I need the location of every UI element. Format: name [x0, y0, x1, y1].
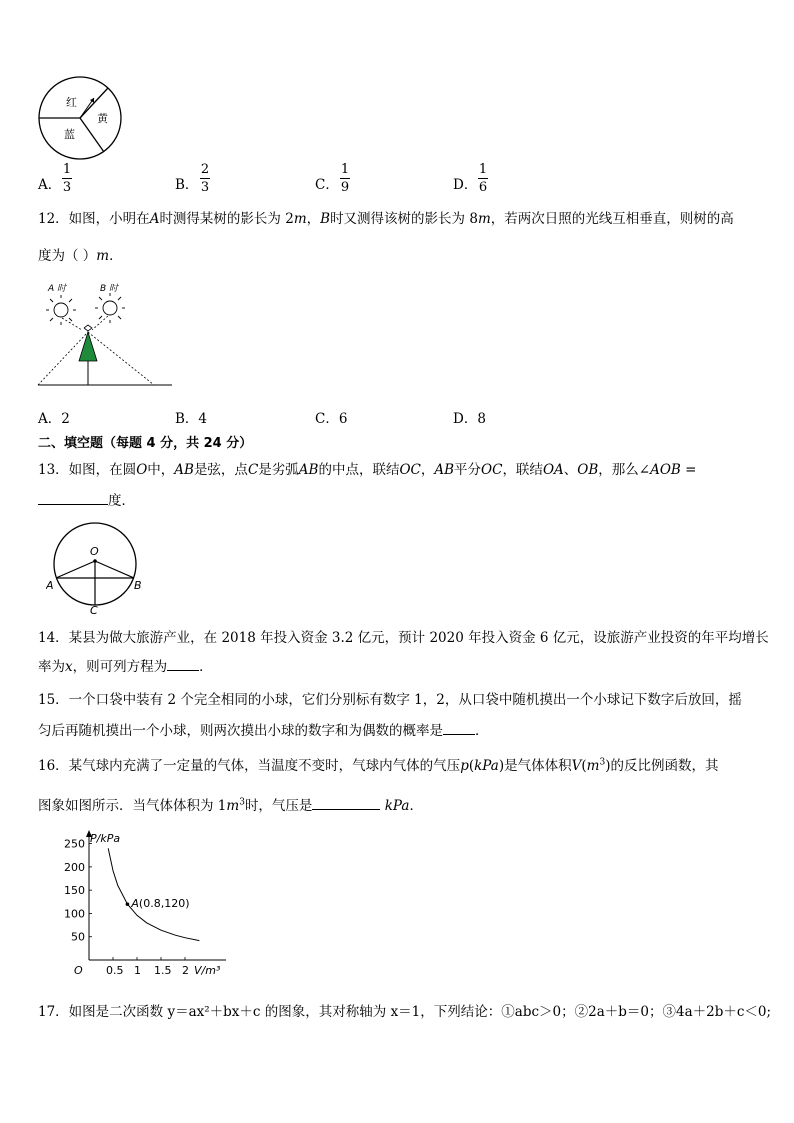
point-a-label: A(0.8,120) — [131, 897, 190, 911]
sun-b-icon — [95, 293, 125, 323]
section-title: 二、填空题（每题 4 分，共 24 分） — [38, 436, 253, 451]
q12-option-d: D．8 — [453, 411, 486, 427]
spinner-red-label: 红 — [66, 96, 77, 109]
q12-label-a-time: A 时 — [48, 284, 67, 294]
q11-option-b-fraction: 2 3 — [200, 162, 210, 195]
q13-label-b: B — [134, 579, 142, 592]
x-tick-label: 0.5 — [106, 964, 124, 977]
q12-option-b: B．4 — [175, 411, 208, 427]
q11-option-d-fraction: 1 6 — [478, 162, 488, 195]
q13-line1: 13．如图，在圆O中，AB是弦，点C是劣弧AB的中点，联结OC，AB平分OC，联结OA、OB，那么∠AOB = — [38, 462, 697, 478]
q11-option-c-fraction: 1 9 — [340, 162, 350, 195]
tree-icon — [79, 332, 97, 361]
spinner-blue-label: 蓝 — [64, 128, 75, 141]
q15-line1: 15．一个口袋中装有 2 个完全相同的小球，它们分别标有数字 1，2，从口袋中随机摸出一个小球记下数字后放回，摇 — [38, 692, 742, 708]
q16-line1: 16．某气球内充满了一定量的气体，当温度不变时，气球内气体的气压p(kPa)是气体体积$V(m^3)$的反比例函数，其 — [38, 757, 719, 774]
y-tick-label: 200 — [64, 860, 85, 874]
y-tick-label: 100 — [64, 907, 85, 921]
spinner-yellow-label: 黄 — [97, 112, 108, 125]
origin-label: O — [74, 964, 83, 977]
x-tick-label: 2 — [182, 964, 189, 977]
x-tick-label: 1.5 — [154, 964, 172, 977]
q16-answer-blank — [312, 809, 380, 810]
q11-option-a-letter: A． — [38, 177, 62, 193]
q11-option-a-fraction: 1 3 — [62, 162, 72, 195]
q13-label-c: C — [90, 604, 98, 615]
q14-line2: 率为x，则可列方程为 ． — [38, 659, 213, 675]
y-tick-label: 250 — [64, 837, 85, 851]
q13-label-a: A — [46, 579, 54, 592]
x-tick-label: 1 — [134, 964, 141, 977]
q12-tree-shadow-figure — [34, 280, 176, 390]
x-axis-label: V/m³ — [194, 964, 221, 977]
y-tick-label: 150 — [64, 884, 85, 898]
q16-pressure-volume-chart — [54, 828, 234, 978]
sun-a-icon — [46, 295, 76, 325]
q11-option-b-letter: B． — [175, 177, 199, 193]
q11-option-d-letter: D． — [453, 177, 478, 193]
q11-spinner-figure — [34, 76, 126, 162]
q14-answer-blank — [167, 670, 199, 671]
pressure-curve — [108, 848, 199, 940]
q12-line1: 12．如图，小明在A时测得某树的影长为 2m，B时又测得该树的影长为 8m，若两次日照的光线互相垂直，则树的高 — [38, 211, 734, 227]
y-tick-label: 50 — [71, 930, 85, 944]
q12-label-b-time: B 时 — [100, 284, 119, 294]
point-a-marker — [126, 902, 130, 906]
q14-line1: 14．某县为做大旅游产业，在 2018 年投入资金 3.2 亿元，预计 2020 年投入资金 6 亿元，设旅游产业投资的年平均增长 — [38, 630, 769, 646]
q13-line2: 度． — [38, 489, 135, 509]
q13-circle-figure — [46, 515, 146, 615]
q17-line1: 17．如图是二次函数 y＝ax²＋bx＋c 的图象，其对称轴为 x＝1，下列结论：①abc＞0；②2a＋b＝0；③4a＋2b＋c＜0; — [38, 1004, 772, 1020]
q13-label-o: O — [90, 545, 99, 558]
y-axis-label: P/kPa — [90, 832, 121, 845]
q15-answer-blank — [443, 734, 475, 735]
q15-line2: 匀后再随机摸出一个小球，则两次摸出小球的数字和为偶数的概率是 ． — [38, 723, 489, 739]
q12-option-a: A．2 — [38, 411, 70, 427]
q12-option-c: C．6 — [315, 411, 348, 427]
q11-option-c-letter: C． — [315, 177, 339, 193]
q12-line2: 度为（ ）m． — [38, 248, 123, 264]
q16-line2: 图象如图所示．当气体体积为 $1m^3$时，气压是 kPa． — [38, 797, 423, 814]
q13-answer-blank — [38, 504, 108, 505]
